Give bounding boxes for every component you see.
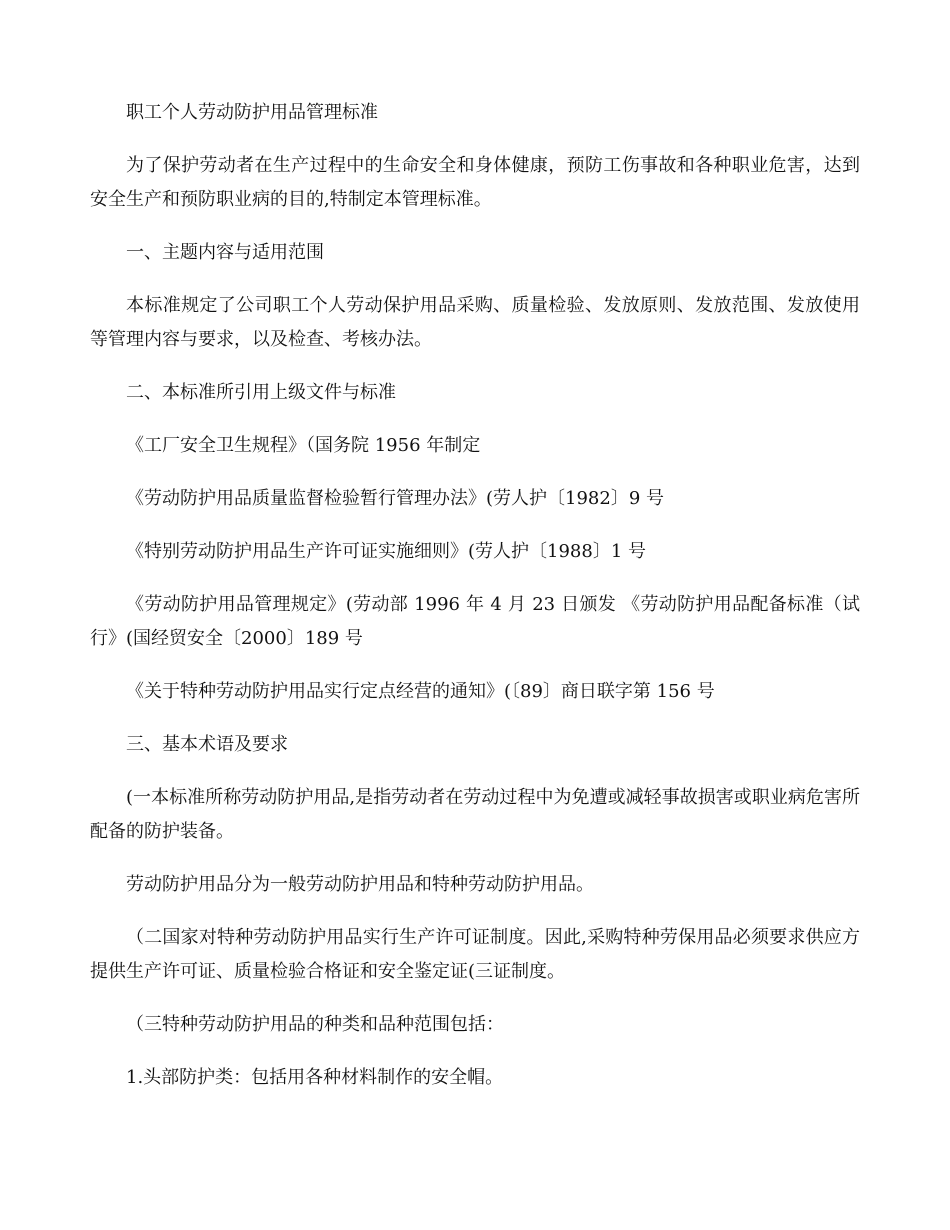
paragraph-scope: 本标准规定了公司职工个人劳动保护用品采购、质量检验、发放原则、发放范围、发放使用等管理内容与要求，以及检查、考核办法。 xyxy=(90,295,860,350)
reference-item: 《劳动防护用品质量监督检验暂行管理办法》(劳人护〔1982〕9 号 xyxy=(126,488,665,509)
section-heading-1: 一、主题内容与适用范围 xyxy=(126,242,324,263)
paragraph-classification: 劳动防护用品分为一般劳动防护用品和特种劳动防护用品。 xyxy=(126,874,594,895)
reference-item: 《关于特种劳动防护用品实行定点经营的通知》(〔89〕商日联字第 156 号 xyxy=(126,681,715,702)
section-heading-2: 二、本标准所引用上级文件与标准 xyxy=(126,382,396,403)
reference-item: 《劳动防护用品管理规定》(劳动部 1996 年 4 月 23 日颁发 《劳动防护用品配备标准（试行》(国经贸安全〔2000〕189 号 xyxy=(90,594,860,649)
reference-item: 《特别劳动防护用品生产许可证实施细则》(劳人护〔1988〕1 号 xyxy=(126,541,647,562)
section-heading-3: 三、基本术语及要求 xyxy=(126,734,288,755)
paragraph-categories: （三特种劳动防护用品的种类和品种范围包括： xyxy=(126,1014,504,1035)
document-title: 职工个人劳动防护用品管理标准 xyxy=(126,102,378,123)
list-item-head-protection: 1.头部防护类：包括用各种材料制作的安全帽。 xyxy=(126,1067,504,1088)
paragraph-definition: (一本标准所称劳动防护用品,是指劳动者在劳动过程中为免遭或减轻事故损害或职业病危害所配备的防护装备。 xyxy=(90,787,860,842)
reference-item: 《工厂安全卫生规程》（国务院 1956 年制定 xyxy=(126,435,481,456)
paragraph-license: （二国家对特种劳动防护用品实行生产许可证制度。因此,采购特种劳保用品必须要求供应方提供生产许可证、质量检验合格证和安全鉴定证(三证制度。 xyxy=(90,927,860,982)
paragraph-intro: 为了保护劳动者在生产过程中的生命安全和身体健康，预防工伤事故和各种职业危害，达到安全生产和预防职业病的目的,特制定本管理标准。 xyxy=(90,155,860,210)
